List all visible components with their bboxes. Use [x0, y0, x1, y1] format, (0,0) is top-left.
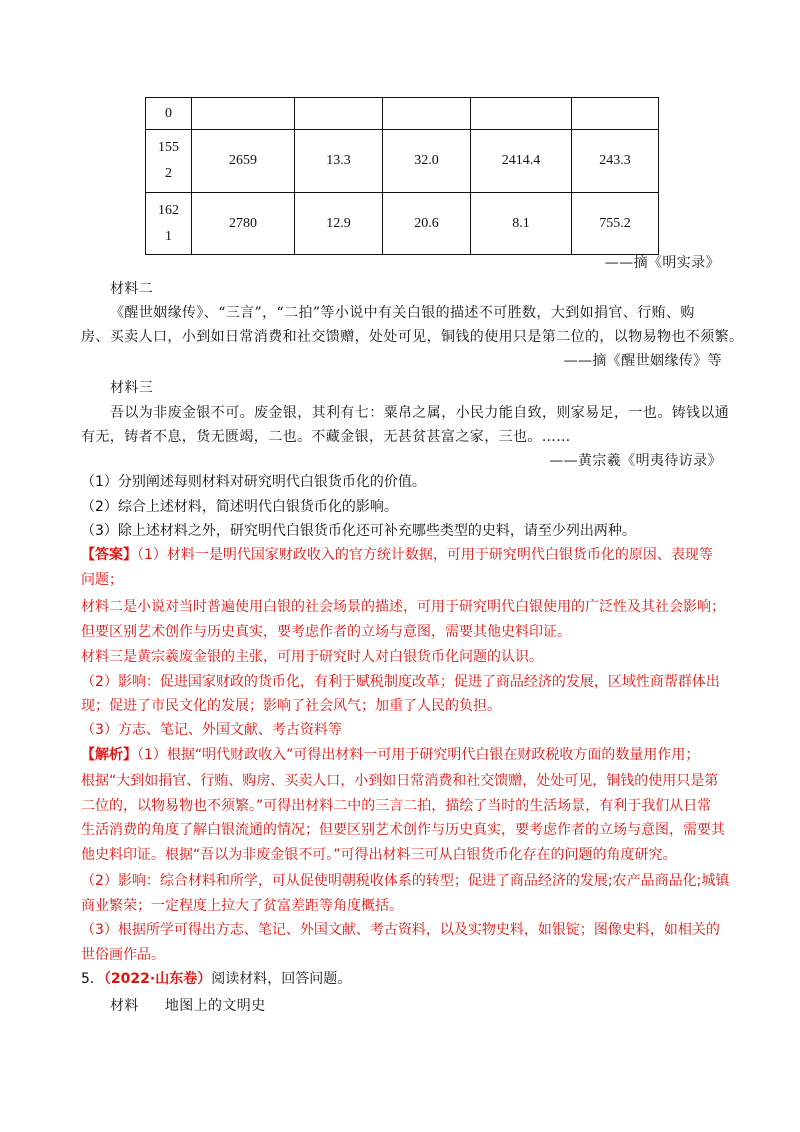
material3-source: ——黄宗羲《明夷待访录》: [549, 453, 722, 469]
analysis-line-4: 生活消费的角度了解白银流通的情况；但要区别艺术创作与历史真实，要考虑作者的立场与意图，需要其: [81, 822, 725, 838]
analysis-label: 【解析】: [81, 747, 137, 763]
table-cell: 32.0: [383, 130, 471, 193]
material2-line-1: 《醒世姻缘传》、“三言”，“二拍”等小说中有关白银的描述不可胜数，大到如捐官、行贿、购: [110, 305, 695, 321]
answer-line-8: （3）方志、笔记、外国文献、考古资料等: [81, 722, 342, 738]
question5-source: （2022·山东卷）: [103, 971, 212, 987]
answer-label: 【答案】: [81, 547, 137, 563]
table-row: [146, 98, 659, 130]
analysis-line-1: 【解析】（1）根据“明代财政收入”可得出材料一可用于研究明代白银在财政税收方面的数量用作用；: [81, 747, 700, 763]
table-cell: 755.2: [572, 193, 659, 255]
analysis-line-8: （3）根据所学可得出方志、笔记、外国文献、考古资料，以及实物史料，如银锭；图像史料，如相关的: [81, 922, 720, 938]
table-cell: 2780: [192, 193, 295, 255]
analysis-line-5: 他史料印证。根据“吾以为非废金银不可。”可得出材料三可从白银货币化存在的问题的角度研究。: [81, 847, 677, 863]
question5-material-title: 地图上的文明史: [164, 998, 266, 1014]
question5-material: [110, 996, 266, 1016]
table-cell: 12.9: [295, 193, 383, 255]
table-cell: [572, 98, 659, 130]
table-cell: 20.6: [383, 193, 471, 255]
table-cell: 13.3: [295, 130, 383, 193]
year-cell: 162 1: [146, 193, 192, 255]
question5-number: 5．: [81, 971, 104, 987]
analysis-line-2: 根据“大到如捐官、行贿、购房、买卖人口，小到如日常消费和社交馈赠，处处可见，铜钱的使用只是第: [81, 773, 719, 789]
question-2: （2）综合上述材料，简述明代白银货币化的影响。: [81, 499, 398, 515]
table-cell: 243.3: [572, 130, 659, 193]
year-cell: 155 2: [146, 130, 192, 193]
analysis-line-3: 二位的，以物易物也不须繁。”可得出材料二中的三言二拍，描绘了当时的生活场景，有利于我们从日常: [81, 798, 712, 814]
material2-source: ——摘《醒世姻缘传》等: [563, 353, 722, 369]
analysis-line-9: 世俗画作品。: [81, 947, 165, 963]
table-source: ——摘《明实录》: [604, 255, 720, 271]
answer-line-7: 现；促进了市民文化的发展；影响了社会风气；加重了人民的负担。: [81, 698, 501, 714]
table-cell: [383, 98, 471, 130]
question5-line: [81, 969, 351, 989]
table-cell: 8.1: [471, 193, 572, 255]
silver-statistics-table: [145, 97, 659, 255]
material3-line-1: 吾以为非废金银不可。废金银，其利有七：粟帛之属，小民力能自致，则家易足，一也。铸钱以通: [110, 405, 730, 421]
table-cell: 2414.4: [471, 130, 572, 193]
material2-heading: 材料二: [110, 281, 154, 297]
table-row: [146, 193, 659, 255]
table-cell: 2659: [192, 130, 295, 193]
question-3: （3）除上述材料之外，研究明代白银货币化还可补充哪些类型的史料，请至少列出两种。: [81, 523, 636, 539]
year-cell: 0: [146, 98, 192, 130]
answer-line-6: （2）影响：促进国家财政的货币化，有利于赋税制度改革；促进了商品经济的发展，区域性商帮群体出: [81, 674, 720, 690]
table-cell: [295, 98, 383, 130]
answer-line-2: 问题；: [81, 572, 123, 588]
answer-line-3: 材料二是小说对当时普遍使用白银的社会场景的描述，可用于研究明代白银使用的广泛性及其社会影响；: [81, 599, 725, 615]
question-1: （1）分别阐述每则材料对研究明代白银货币化的价值。: [81, 474, 426, 490]
table-cell: [471, 98, 572, 130]
table-cell: [192, 98, 295, 130]
answer-line-5: 材料三是黄宗羲废金银的主张，可用于研究时人对白银货币化问题的认识。: [81, 649, 543, 665]
answer-line-4: 但要区别艺术创作与历史真实，要考虑作者的立场与意图，需要其他史料印证。: [81, 624, 571, 640]
material3-line-2: 有无，铸者不息，货无匮竭，二也。不藏金银，无甚贫甚富之家，三也。……: [81, 429, 571, 445]
table-row: [146, 130, 659, 193]
question5-prompt: 阅读材料，回答问题。: [211, 971, 352, 987]
answer-line-1: 【答案】（1）材料一是明代国家财政收入的官方统计数据，可用于研究明代白银货币化的原因、表现等: [81, 547, 713, 563]
material3-heading: 材料三: [110, 380, 154, 396]
question5-material-label: 材料: [110, 998, 139, 1014]
analysis-line-6: （2）影响：综合材料和所学，可从促使明朝税收体系的转型；促进了商品经济的发展;农产品商品化;城镇: [81, 873, 730, 889]
material2-line-2: 房、买卖人口，小到如日常消费和社交馈赠，处处可见，铜钱的使用只是第二位的，以物易物也不须繁。: [81, 329, 744, 345]
analysis-line-7: 商业繁荣；一定程度上拉大了贫富差距等角度概括。: [81, 898, 403, 914]
